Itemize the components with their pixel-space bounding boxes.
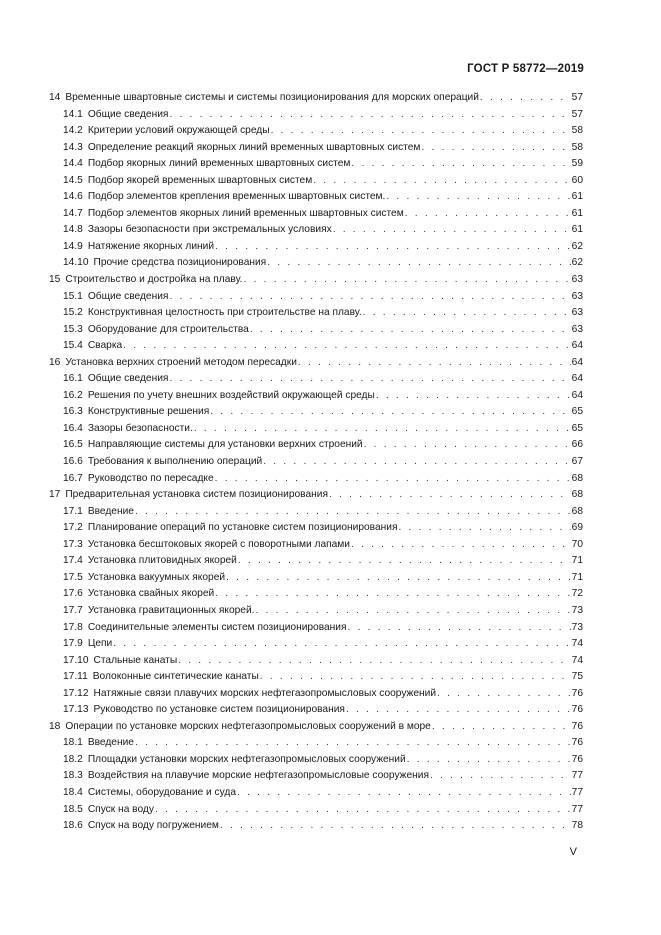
toc-section[interactable] <box>49 487 583 504</box>
dot-leader <box>237 785 571 802</box>
dot-leader <box>333 222 571 239</box>
toc-entry-title: Решения по учету внешних воздействий окружающей среды <box>87 389 375 401</box>
toc-subsection[interactable] <box>49 338 583 355</box>
toc-subsection[interactable] <box>49 653 583 670</box>
toc-entry-number: 14.8 <box>63 224 83 236</box>
toc-entry-title: Введение <box>87 505 134 517</box>
dot-leader <box>271 123 571 140</box>
toc-entry-title: Установка плитовидных якорей <box>87 555 237 567</box>
dot-leader <box>480 90 571 107</box>
dot-leader <box>298 355 571 372</box>
toc-entry-title: Операции по установке морских нефтегазопромысловых сооружений в море <box>65 720 431 732</box>
table-of-contents <box>49 90 583 835</box>
toc-entry-number: 18.5 <box>63 803 83 815</box>
toc-subsection[interactable] <box>49 222 583 239</box>
toc-subsection[interactable] <box>49 802 583 819</box>
toc-entry-page: 78 <box>571 820 583 832</box>
toc-entry-number: 14.6 <box>63 191 83 203</box>
toc-entry-number: 14.1 <box>63 108 83 120</box>
toc-entry-page: 70 <box>571 538 583 550</box>
toc-entry-title: Стальные канаты <box>93 654 178 666</box>
toc-subsection[interactable] <box>49 669 583 686</box>
dot-leader <box>135 735 571 752</box>
toc-subsection[interactable] <box>49 768 583 785</box>
toc-entry-title: Руководство по пересадке <box>87 472 214 484</box>
toc-entry-page: 58 <box>571 141 583 153</box>
toc-entry-title: Натяжные связи плавучих морских нефтегазопромысловых сооружений <box>93 687 437 699</box>
toc-entry-title: Площадки установки морских нефтегазопромысловых сооружений <box>87 753 406 765</box>
toc-entry-number: 18.3 <box>63 770 83 782</box>
dot-leader <box>238 553 571 570</box>
toc-subsection[interactable] <box>49 586 583 603</box>
toc-entry-title: Конструктивные решения <box>87 406 210 418</box>
dot-leader <box>351 156 570 173</box>
toc-entry-title: Введение <box>87 737 134 749</box>
toc-subsection[interactable] <box>49 173 583 190</box>
toc-entry-page: 66 <box>571 439 583 451</box>
toc-subsection[interactable] <box>49 620 583 637</box>
toc-entry-page: 71 <box>571 555 583 567</box>
page-number: V <box>569 846 577 858</box>
toc-section[interactable] <box>49 272 583 289</box>
dot-leader <box>226 570 571 587</box>
toc-entry-page: 63 <box>571 323 583 335</box>
toc-subsection[interactable] <box>49 404 583 421</box>
toc-subsection[interactable] <box>49 636 583 653</box>
toc-entry-number: 15.4 <box>63 340 83 352</box>
toc-subsection[interactable] <box>49 421 583 438</box>
toc-entry-number: 16.2 <box>63 389 83 401</box>
dot-leader <box>364 437 571 454</box>
dot-leader <box>398 520 570 537</box>
toc-entry-number: 14.3 <box>63 141 83 153</box>
dot-leader <box>169 107 570 124</box>
toc-entry-title: Установка гравитационных якорей. <box>87 604 255 616</box>
dot-leader <box>348 620 571 637</box>
toc-entry-page: 74 <box>571 638 583 650</box>
toc-entry-page: 63 <box>571 274 583 286</box>
toc-entry-page: 76 <box>571 720 583 732</box>
toc-subsection[interactable] <box>49 189 583 206</box>
toc-subsection[interactable] <box>49 735 583 752</box>
dot-leader <box>155 802 571 819</box>
toc-subsection[interactable] <box>49 289 583 306</box>
dot-leader <box>267 255 570 272</box>
toc-entry-page: 68 <box>571 489 583 501</box>
toc-entry-page: 61 <box>571 191 583 203</box>
toc-entry-page: 57 <box>571 108 583 120</box>
toc-subsection[interactable] <box>49 702 583 719</box>
toc-entry-number: 16 <box>49 356 61 368</box>
toc-entry-title: Конструктивная целостность при строительстве на плаву. <box>87 307 362 319</box>
toc-entry-title: Направляющие системы для установки верхних строений <box>87 439 363 451</box>
toc-section[interactable] <box>49 90 583 107</box>
toc-subsection[interactable] <box>49 504 583 521</box>
toc-entry-title: Спуск на воду погружением <box>87 820 219 832</box>
toc-entry-title: Установка вакуумных якорей <box>87 571 226 583</box>
toc-entry-page: 77 <box>571 786 583 798</box>
toc-entry-number: 17.5 <box>63 571 83 583</box>
toc-entry-title: Критерии условий окружающей среды <box>87 125 270 137</box>
toc-subsection[interactable] <box>49 371 583 388</box>
toc-entry-title: Цепи <box>87 638 113 650</box>
toc-entry-title: Временные швартовные системы и системы позиционирования для морских операций <box>65 92 479 103</box>
toc-entry-number: 14.7 <box>63 207 83 219</box>
toc-entry-number: 16.1 <box>63 373 83 385</box>
toc-entry-page: 63 <box>571 290 583 302</box>
dot-leader <box>260 669 571 686</box>
toc-entry-number: 14.2 <box>63 125 83 137</box>
toc-entry-page: 59 <box>571 158 583 170</box>
toc-subsection[interactable] <box>49 752 583 769</box>
toc-subsection[interactable] <box>49 107 583 124</box>
toc-entry-page: 76 <box>571 687 583 699</box>
dot-leader <box>178 653 570 670</box>
toc-subsection[interactable] <box>49 570 583 587</box>
toc-entry-page: 73 <box>571 604 583 616</box>
dot-leader <box>215 586 570 603</box>
toc-entry-title: Зазоры безопасности. <box>87 422 193 434</box>
toc-entry-page: 65 <box>571 406 583 418</box>
toc-subsection[interactable] <box>49 818 583 835</box>
toc-entry-number: 16.4 <box>63 422 83 434</box>
toc-entry-number: 14.9 <box>63 240 83 252</box>
toc-subsection[interactable] <box>49 206 583 223</box>
toc-entry-title: Сварка <box>87 340 123 352</box>
toc-entry-title: Зазоры безопасности при экстремальных условиях <box>87 224 332 236</box>
dot-leader <box>210 404 570 421</box>
toc-entry-page: 64 <box>571 389 583 401</box>
toc-entry-page: 65 <box>571 422 583 434</box>
toc-entry-page: 67 <box>571 456 583 468</box>
toc-entry-page: 57 <box>571 92 583 103</box>
toc-entry-page: 68 <box>571 472 583 484</box>
toc-entry-number: 17 <box>49 489 61 501</box>
toc-subsection[interactable] <box>49 239 583 256</box>
dot-leader <box>351 537 571 554</box>
toc-entry-number: 15.3 <box>63 323 83 335</box>
toc-entry-number: 17.8 <box>63 621 83 633</box>
dot-leader <box>405 206 571 223</box>
dot-leader <box>244 272 571 289</box>
dot-leader <box>194 421 571 438</box>
toc-entry-number: 16.5 <box>63 439 83 451</box>
toc-entry-page: 73 <box>571 621 583 633</box>
toc-entry-title: Подбор элементов якорных линий временных швартовных систем <box>87 207 404 219</box>
toc-entry-number: 17.2 <box>63 522 83 534</box>
toc-entry-number: 14.4 <box>63 158 83 170</box>
toc-entry-number: 17.12 <box>63 687 89 699</box>
toc-subsection[interactable] <box>49 255 583 272</box>
toc-entry-title: Строительство и достройка на плаву. <box>65 274 243 286</box>
toc-section[interactable] <box>49 355 583 372</box>
toc-entry-number: 18.1 <box>63 737 83 749</box>
dot-leader <box>329 487 571 504</box>
dot-leader <box>215 471 571 488</box>
toc-subsection[interactable] <box>49 156 583 173</box>
toc-entry-page: 74 <box>571 654 583 666</box>
dot-leader <box>430 768 571 785</box>
toc-subsection[interactable] <box>49 471 583 488</box>
document-id-header: ГОСТ Р 58772—2019 <box>467 63 584 75</box>
toc-entry-number: 17.13 <box>63 704 89 716</box>
toc-entry-title: Волоконные синтетические канаты <box>92 671 259 683</box>
dot-leader <box>386 189 570 206</box>
dot-leader <box>432 719 571 736</box>
toc-entry-number: 17.6 <box>63 588 83 600</box>
toc-entry-page: 62 <box>571 240 583 252</box>
toc-entry-page: 58 <box>571 125 583 137</box>
toc-entry-title: Определение реакций якорных линий временных швартовных систем <box>87 141 421 153</box>
toc-entry-page: 63 <box>571 307 583 319</box>
toc-entry-page: 77 <box>571 770 583 782</box>
toc-entry-number: 16.6 <box>63 456 83 468</box>
toc-entry-number: 16.7 <box>63 472 83 484</box>
toc-subsection[interactable] <box>49 785 583 802</box>
dot-leader <box>169 289 570 306</box>
dot-leader <box>135 504 571 521</box>
toc-entry-page: 75 <box>571 671 583 683</box>
toc-entry-number: 17.7 <box>63 604 83 616</box>
toc-entry-number: 15.2 <box>63 307 83 319</box>
toc-entry-title: Воздействия на плавучие морские нефтегазопромысловые сооружения <box>87 770 429 782</box>
toc-entry-page: 64 <box>571 340 583 352</box>
dot-leader <box>113 636 570 653</box>
toc-entry-title: Спуск на воду <box>87 803 154 815</box>
toc-entry-number: 15.1 <box>63 290 83 302</box>
toc-subsection[interactable] <box>49 123 583 140</box>
toc-entry-number: 18.2 <box>63 753 83 765</box>
toc-entry-page: 69 <box>571 522 583 534</box>
toc-entry-number: 17.4 <box>63 555 83 567</box>
toc-entry-title: Общие сведения <box>87 290 169 302</box>
toc-entry-title: Подбор якорных линий временных швартовных систем <box>87 158 351 170</box>
dot-leader <box>376 388 571 405</box>
toc-entry-number: 14 <box>49 92 61 103</box>
toc-entry-title: Системы, оборудование и суда <box>87 786 237 798</box>
toc-entry-page: 76 <box>571 753 583 765</box>
toc-section[interactable] <box>49 719 583 736</box>
toc-subsection[interactable] <box>49 388 583 405</box>
toc-entry-title: Общие сведения <box>87 108 169 120</box>
toc-entry-title: Оборудование для строительства <box>87 323 249 335</box>
toc-entry-number: 15 <box>49 274 61 286</box>
dot-leader <box>346 702 571 719</box>
toc-entry-page: 77 <box>571 803 583 815</box>
dot-leader <box>250 322 571 339</box>
toc-subsection[interactable] <box>49 537 583 554</box>
toc-entry-title: Соединительные элементы систем позиционирования <box>87 621 347 633</box>
toc-entry-title: Установка свайных якорей <box>87 588 215 600</box>
toc-entry-number: 18 <box>49 720 61 732</box>
toc-entry-title: Установка бесштоковых якорей с поворотными лапами <box>87 538 350 550</box>
toc-entry-number: 14.5 <box>63 174 83 186</box>
dot-leader <box>313 173 570 190</box>
toc-subsection[interactable] <box>49 520 583 537</box>
toc-entry-title: Подбор элементов крепления временных швартовных систем. <box>87 191 386 203</box>
toc-entry-title: Прочие средства позиционирования <box>93 257 267 269</box>
toc-entry-number: 17.1 <box>63 505 83 517</box>
toc-entry-page: 62 <box>571 257 583 269</box>
toc-entry-title: Общие сведения <box>87 373 169 385</box>
toc-entry-page: 60 <box>571 174 583 186</box>
toc-entry-page: 61 <box>571 224 583 236</box>
toc-entry-page: 61 <box>571 207 583 219</box>
toc-subsection[interactable] <box>49 140 583 157</box>
toc-entry-number: 17.9 <box>63 638 83 650</box>
dot-leader <box>123 338 570 355</box>
toc-entry-title: Подбор якорей временных швартовных систем <box>87 174 313 186</box>
dot-leader <box>437 686 571 703</box>
toc-entry-title: Установка верхних строений методом пересадки <box>65 356 297 368</box>
toc-entry-page: 71 <box>571 571 583 583</box>
toc-entry-number: 17.11 <box>63 671 88 683</box>
dot-leader <box>220 818 571 835</box>
toc-entry-title: Натяжение якорных линий <box>87 240 215 252</box>
dot-leader <box>255 603 570 620</box>
toc-subsection[interactable] <box>49 305 583 322</box>
toc-entry-number: 16.3 <box>63 406 83 418</box>
dot-leader <box>215 239 571 256</box>
toc-entry-page: 76 <box>571 737 583 749</box>
dot-leader <box>263 454 570 471</box>
toc-entry-title: Планирование операций по установке систем позиционирования <box>87 522 398 534</box>
toc-entry-number: 18.6 <box>63 820 83 832</box>
toc-subsection[interactable] <box>49 686 583 703</box>
toc-subsection[interactable] <box>49 603 583 620</box>
toc-entry-page: 72 <box>571 588 583 600</box>
toc-subsection[interactable] <box>49 454 583 471</box>
toc-entry-number: 17.10 <box>63 654 89 666</box>
toc-entry-title: Предварительная установка систем позиционирования <box>65 489 328 501</box>
toc-entry-title: Требования к выполнению операций <box>87 456 263 468</box>
dot-leader <box>407 752 571 769</box>
toc-entry-page: 76 <box>571 704 583 716</box>
toc-subsection[interactable] <box>49 322 583 339</box>
toc-entry-number: 14.10 <box>63 257 89 269</box>
toc-entry-page: 68 <box>571 505 583 517</box>
toc-subsection[interactable] <box>49 437 583 454</box>
toc-entry-title: Руководство по установке систем позиционирования <box>93 704 345 716</box>
toc-entry-number: 18.4 <box>63 786 83 798</box>
dot-leader <box>421 140 570 157</box>
toc-entry-page: 64 <box>571 373 583 385</box>
toc-entry-number: 17.3 <box>63 538 83 550</box>
toc-subsection[interactable] <box>49 553 583 570</box>
toc-entry-page: 64 <box>571 356 583 368</box>
dot-leader <box>169 371 570 388</box>
dot-leader <box>363 305 571 322</box>
